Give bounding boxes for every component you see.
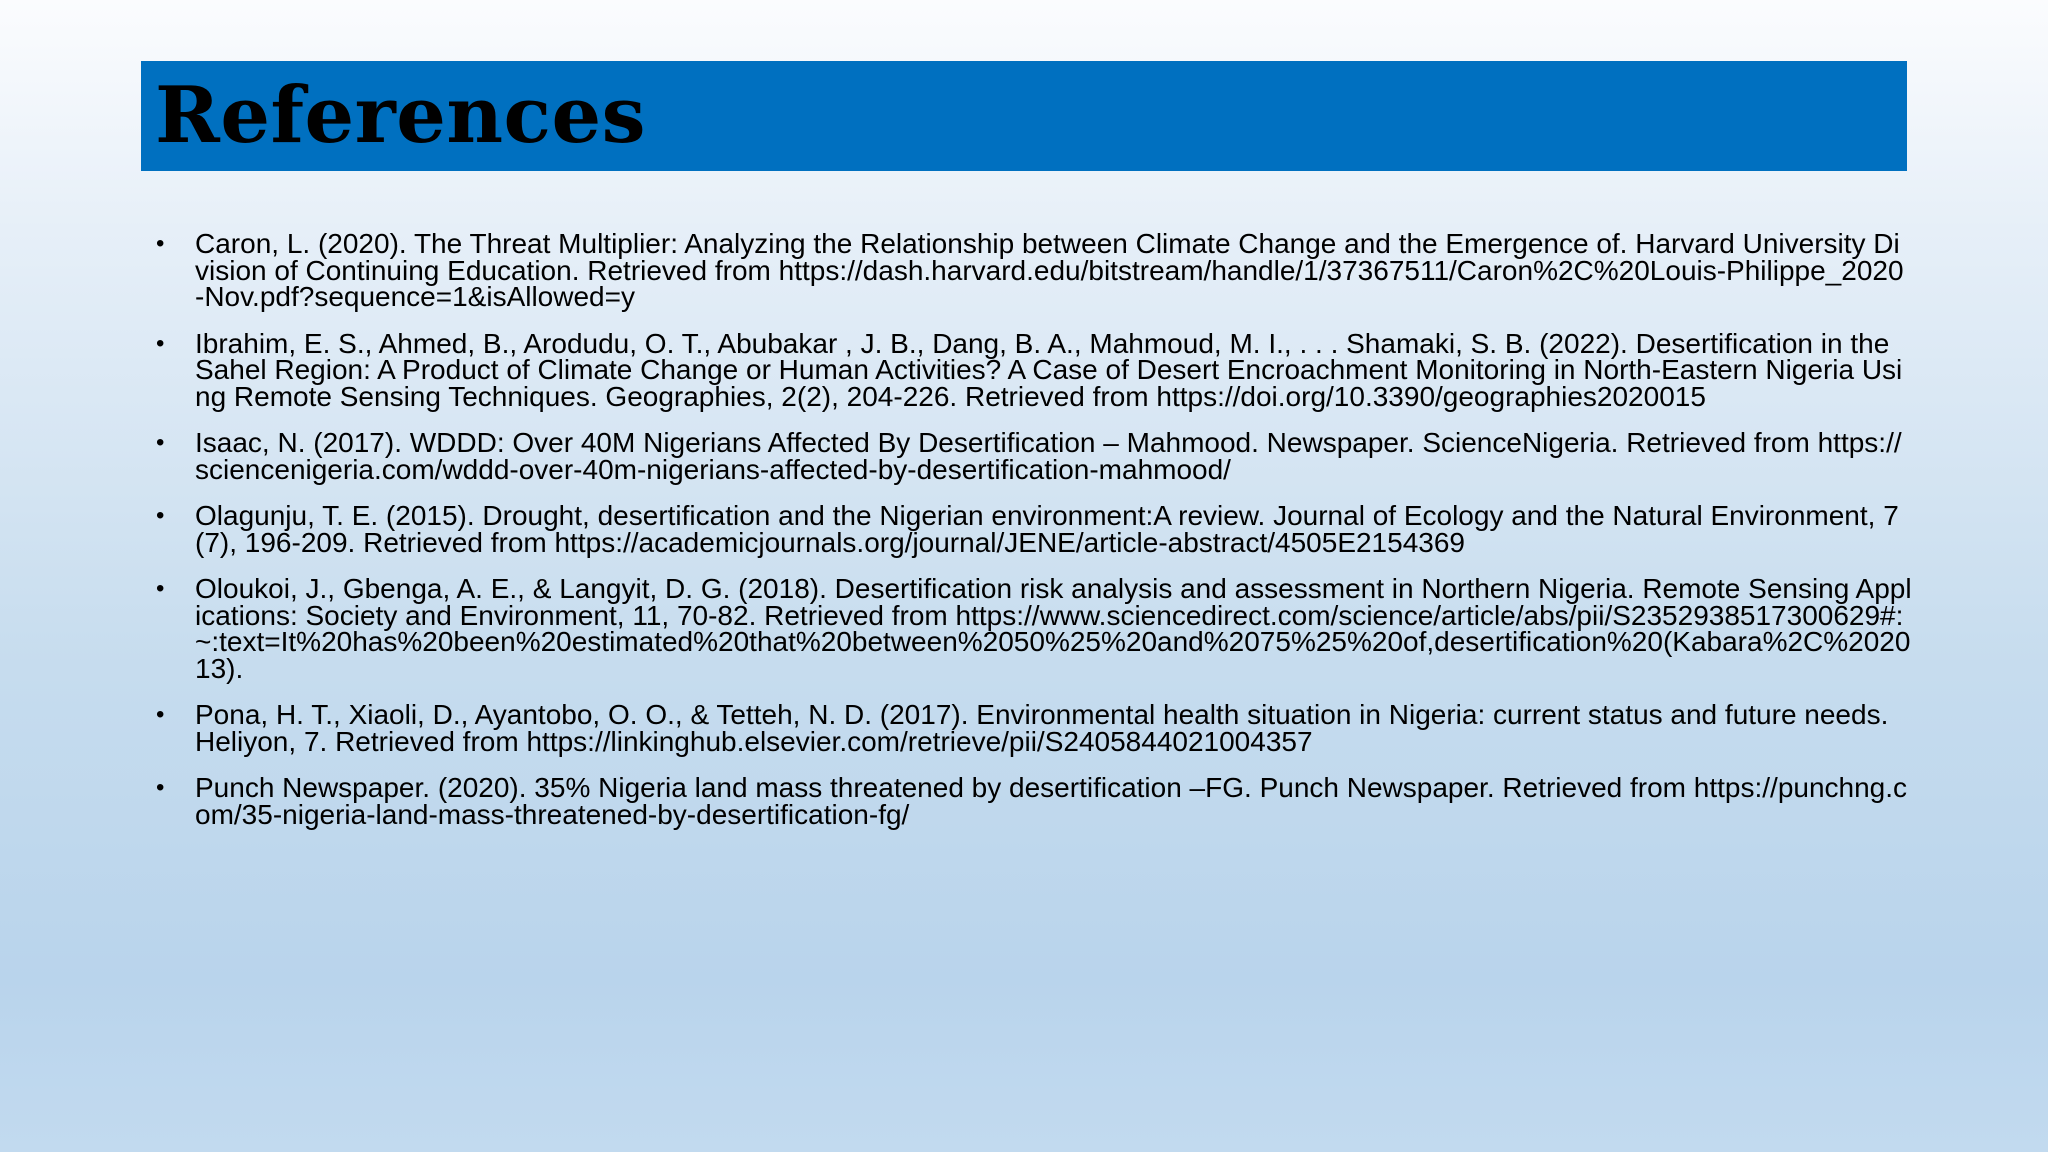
reference-text: Oloukoi, J., Gbenga, A. E., & Langyit, D. G. (2018). Desertification risk analysis and assessment in Northern Nigeria. Remote Sensing Applications: Society and Environment, 11, 70-82. Retrieved from https://www.sciencedirect.com/science/article/abs/pii/S2352938517300629#:~:text=It%20has%20been%20estimated%20that%20between%2050%25%20and%2075%25%20of,desertification%20(Kabara%2C%202013). bbox=[195, 573, 1912, 684]
reference-item bbox=[152, 573, 1912, 684]
bullet-icon: • bbox=[156, 230, 165, 257]
reference-text: Isaac, N. (2017). WDDD: Over 40M Nigerians Affected By Desertification – Mahmood. Newspaper. ScienceNigeria. Retrieved from https://sciencenigeria.com/wddd-over-40m-nigerians-affected-by-desertification-mahmood/ bbox=[195, 427, 1902, 485]
reference-item bbox=[152, 500, 1912, 558]
reference-text: Olagunju, T. E. (2015). Drought, desertification and the Nigerian environment:A review. Journal of Ecology and the Natural Environment, 7(7), 196-209. Retrieved from https://academicjournals.org/journal/JENE/article-abstract/4505E2154369 bbox=[195, 500, 1899, 558]
bullet-icon: • bbox=[156, 774, 165, 801]
bullet-icon: • bbox=[156, 575, 165, 602]
reference-item bbox=[152, 772, 1912, 830]
reference-text: Pona, H. T., Xiaoli, D., Ayantobo, O. O., & Tetteh, N. D. (2017). Environmental health situation in Nigeria: current status and future needs. Heliyon, 7. Retrieved from https://linkinghub.elsevier.com/retrieve/pii/S2405844021004357 bbox=[195, 699, 1889, 757]
reference-list bbox=[152, 228, 1912, 848]
title-bar bbox=[141, 61, 1907, 171]
bullet-icon: • bbox=[156, 429, 165, 456]
reference-item bbox=[152, 699, 1912, 757]
reference-text: Ibrahim, E. S., Ahmed, B., Arodudu, O. T., Abubakar , J. B., Dang, B. A., Mahmoud, M. I., . . . Shamaki, S. B. (2022). Desertification in the Sahel Region: A Product of Climate Change or Human Activities? A Case of Desert Encroachment Monitoring in North-Eastern Nigeria Using Remote Sensing Techniques. Geographies, 2(2), 204-226. Retrieved from https://doi.org/10.3390/geographies2020015 bbox=[195, 327, 1903, 412]
bullet-icon: • bbox=[156, 329, 165, 357]
reference-item bbox=[152, 228, 1912, 312]
reference-text: Caron, L. (2020). The Threat Multiplier: Analyzing the Relationship between Climate Change and the Emergence of. Harvard University Division of Continuing Education. Retrieved from https://dash.harvard.edu/bitstream/handle/1/37367511/Caron%2C%20Louis-Philippe_2020-Nov.pdf?sequence=1&isAllowed=y bbox=[195, 228, 1904, 312]
reference-text: Punch Newspaper. (2020). 35% Nigeria land mass threatened by desertification –FG. Punch Newspaper. Retrieved from https://punchng.com/35-nigeria-land-mass-threatened-by-desertification-fg/ bbox=[195, 772, 1908, 830]
bullet-icon: • bbox=[156, 502, 165, 529]
reference-item bbox=[152, 327, 1912, 412]
bullet-icon: • bbox=[156, 701, 165, 728]
reference-item bbox=[152, 427, 1912, 485]
slide-title: References bbox=[155, 70, 647, 161]
